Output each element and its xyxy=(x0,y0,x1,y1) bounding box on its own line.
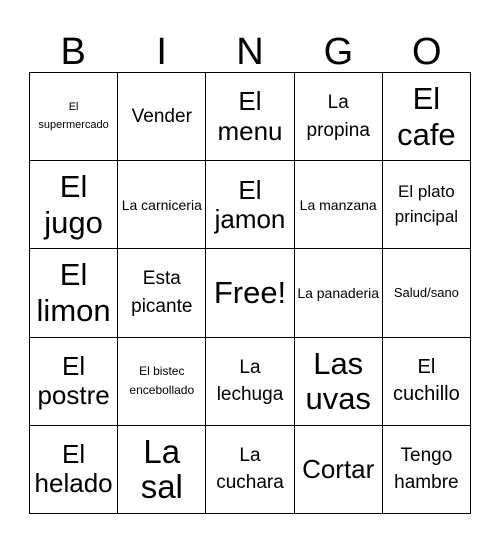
bingo-cell[interactable]: El supermercado xyxy=(30,73,118,161)
bingo-cell[interactable]: Esta picante xyxy=(118,249,206,337)
bingo-board xyxy=(29,72,471,514)
bingo-cell[interactable]: El cuchillo xyxy=(383,338,471,426)
bingo-cell[interactable]: El cafe xyxy=(383,73,471,161)
bingo-cell[interactable]: El jamon xyxy=(206,161,294,249)
header-letter-i: I xyxy=(156,31,167,73)
bingo-cell[interactable]: La propina xyxy=(295,73,383,161)
bingo-cell[interactable]: La cuchara xyxy=(206,426,294,514)
header-letter-n: N xyxy=(236,31,264,73)
bingo-cell[interactable]: El helado xyxy=(30,426,118,514)
header-letter-b: B xyxy=(60,31,86,73)
bingo-cell[interactable]: El jugo xyxy=(30,161,118,249)
bingo-cell[interactable]: El menu xyxy=(206,73,294,161)
bingo-cell[interactable]: El limon xyxy=(30,249,118,337)
bingo-cell[interactable]: Salud/sano xyxy=(383,249,471,337)
bingo-cell[interactable]: Cortar xyxy=(295,426,383,514)
bingo-header xyxy=(29,30,471,74)
bingo-cell[interactable]: La carniceria xyxy=(118,161,206,249)
free-space[interactable]: Free! xyxy=(206,249,294,337)
header-letter-g: G xyxy=(323,31,354,73)
bingo-cell[interactable]: La panaderia xyxy=(295,249,383,337)
bingo-cell[interactable]: El postre xyxy=(30,338,118,426)
header-letter-o: O xyxy=(412,31,442,73)
bingo-cell[interactable]: La lechuga xyxy=(206,338,294,426)
bingo-cell[interactable]: La sal xyxy=(118,426,206,514)
bingo-cell[interactable]: Vender xyxy=(118,73,206,161)
bingo-cell[interactable]: Las uvas xyxy=(295,338,383,426)
bingo-cell[interactable]: El plato principal xyxy=(383,161,471,249)
bingo-cell[interactable]: La manzana xyxy=(295,161,383,249)
bingo-cell[interactable]: Tengo hambre xyxy=(383,426,471,514)
bingo-cell[interactable]: El bistec encebollado xyxy=(118,338,206,426)
